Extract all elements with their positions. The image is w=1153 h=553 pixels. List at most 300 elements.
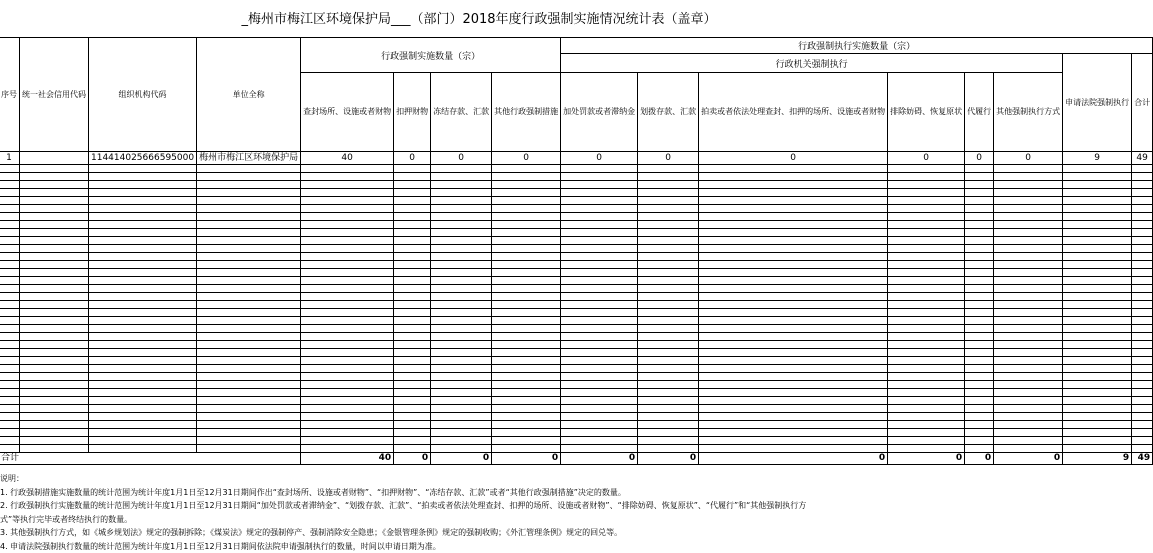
cell-credit-code: [20, 152, 89, 165]
empty-cell: [965, 181, 994, 189]
empty-cell: [197, 189, 301, 197]
empty-cell: [1063, 325, 1132, 333]
empty-cell: [965, 245, 994, 253]
empty-cell: [0, 253, 20, 261]
header-measure-seal: 查封场所、设施或者财物: [301, 73, 394, 152]
header-measure-other: 其他行政强制措施: [492, 73, 561, 152]
note-line: 2. 行政强制执行实施数量的统计范围为统计年度1月1日至12月31日期间“加处罚款或者滞纳金”、“划拨存款、汇款”、“拍卖或者依法处理查封、扣押的场所、设施或者财物”、“排除妨碍、恢复原状”、“代履行”和“其他强制执行方: [0, 499, 958, 513]
total-value: 40: [301, 453, 394, 465]
empty-cell: [638, 165, 699, 173]
empty-cell: [699, 445, 888, 453]
empty-cell: [1063, 229, 1132, 237]
empty-cell: [1132, 245, 1153, 253]
empty-cell: [20, 341, 89, 349]
empty-cell: [561, 293, 638, 301]
empty-cell: [197, 197, 301, 205]
empty-cell: [301, 421, 394, 429]
empty-cell: [20, 229, 89, 237]
empty-cell: [394, 261, 431, 269]
empty-cell: [638, 181, 699, 189]
empty-cell: [561, 229, 638, 237]
empty-cell: [20, 237, 89, 245]
empty-cell: [301, 357, 394, 365]
empty-cell: [492, 197, 561, 205]
empty-cell: [1132, 421, 1153, 429]
empty-cell: [561, 173, 638, 181]
empty-cell: [1063, 381, 1132, 389]
empty-row: [0, 285, 1153, 293]
empty-cell: [301, 173, 394, 181]
empty-cell: [561, 357, 638, 365]
empty-cell: [197, 381, 301, 389]
header-total: 合计: [1132, 54, 1153, 152]
empty-cell: [965, 269, 994, 277]
empty-cell: [888, 229, 965, 237]
empty-cell: [888, 365, 965, 373]
empty-cell: [197, 349, 301, 357]
empty-cell: [394, 445, 431, 453]
total-value: 9: [1063, 453, 1132, 465]
empty-cell: [561, 221, 638, 229]
empty-cell: [492, 229, 561, 237]
empty-cell: [1132, 269, 1153, 277]
empty-row: [0, 245, 1153, 253]
empty-cell: [20, 317, 89, 325]
empty-cell: [699, 429, 888, 437]
empty-cell: [20, 445, 89, 453]
total-value: 0: [994, 453, 1063, 465]
empty-cell: [0, 429, 20, 437]
empty-cell: [1132, 277, 1153, 285]
empty-cell: [301, 261, 394, 269]
empty-cell: [0, 165, 20, 173]
empty-cell: [888, 237, 965, 245]
empty-cell: [994, 229, 1063, 237]
empty-cell: [1132, 349, 1153, 357]
empty-cell: [0, 277, 20, 285]
empty-cell: [20, 197, 89, 205]
empty-cell: [197, 357, 301, 365]
empty-cell: [492, 317, 561, 325]
empty-cell: [561, 373, 638, 381]
empty-cell: [1063, 405, 1132, 413]
empty-cell: [1132, 333, 1153, 341]
empty-cell: [89, 421, 197, 429]
empty-cell: [638, 277, 699, 285]
empty-cell: [888, 165, 965, 173]
empty-cell: [561, 181, 638, 189]
empty-cell: [699, 365, 888, 373]
empty-cell: [965, 205, 994, 213]
empty-cell: [638, 285, 699, 293]
empty-cell: [431, 261, 492, 269]
note-line: 1. 行政强制措施实施数量的统计范围为统计年度1月1日至12月31日期间作出“查封场所、设施或者财物”、“扣押财物”、“冻结存款、汇款”或者“其他行政强制措施”决定的数量。: [0, 486, 958, 500]
empty-cell: [1132, 389, 1153, 397]
empty-cell: [197, 325, 301, 333]
empty-cell: [1063, 205, 1132, 213]
empty-row: [0, 261, 1153, 269]
empty-cell: [638, 173, 699, 181]
empty-cell: [638, 389, 699, 397]
empty-cell: [1132, 301, 1153, 309]
empty-cell: [394, 213, 431, 221]
empty-cell: [89, 445, 197, 453]
empty-cell: [301, 277, 394, 285]
empty-cell: [638, 333, 699, 341]
empty-cell: [0, 317, 20, 325]
empty-cell: [431, 381, 492, 389]
empty-cell: [492, 373, 561, 381]
empty-cell: [994, 349, 1063, 357]
empty-cell: [965, 333, 994, 341]
empty-cell: [1063, 301, 1132, 309]
notes-heading: 说明：: [0, 472, 958, 486]
empty-row: [0, 301, 1153, 309]
empty-cell: [394, 413, 431, 421]
empty-cell: [89, 261, 197, 269]
empty-cell: [394, 421, 431, 429]
empty-row: [0, 317, 1153, 325]
empty-cell: [1063, 261, 1132, 269]
empty-cell: [197, 253, 301, 261]
empty-cell: [0, 301, 20, 309]
empty-cell: [431, 437, 492, 445]
empty-cell: [1063, 421, 1132, 429]
empty-cell: [0, 237, 20, 245]
empty-cell: [492, 349, 561, 357]
empty-cell: [492, 389, 561, 397]
cell-unit-name: 梅州市梅江区环境保护局: [197, 152, 301, 165]
empty-cell: [888, 261, 965, 269]
empty-cell: [394, 253, 431, 261]
empty-cell: [1063, 221, 1132, 229]
empty-cell: [89, 349, 197, 357]
empty-cell: [492, 253, 561, 261]
empty-cell: [561, 309, 638, 317]
empty-cell: [197, 173, 301, 181]
empty-cell: [561, 389, 638, 397]
empty-row: [0, 389, 1153, 397]
empty-cell: [994, 237, 1063, 245]
empty-cell: [197, 165, 301, 173]
empty-cell: [0, 325, 20, 333]
empty-cell: [561, 429, 638, 437]
empty-cell: [1063, 213, 1132, 221]
empty-cell: [20, 277, 89, 285]
empty-cell: [20, 325, 89, 333]
empty-cell: [431, 173, 492, 181]
empty-cell: [89, 245, 197, 253]
empty-cell: [301, 269, 394, 277]
empty-cell: [89, 293, 197, 301]
empty-cell: [301, 333, 394, 341]
empty-cell: [394, 237, 431, 245]
empty-cell: [965, 293, 994, 301]
empty-cell: [20, 349, 89, 357]
empty-cell: [994, 189, 1063, 197]
empty-cell: [492, 213, 561, 221]
empty-cell: [197, 277, 301, 285]
empty-cell: [699, 309, 888, 317]
empty-cell: [197, 365, 301, 373]
empty-cell: [965, 357, 994, 365]
empty-cell: [431, 253, 492, 261]
empty-cell: [301, 237, 394, 245]
cell-org-code: 114414025666595000: [89, 152, 197, 165]
empty-cell: [638, 309, 699, 317]
empty-row: [0, 325, 1153, 333]
empty-cell: [699, 245, 888, 253]
empty-cell: [994, 245, 1063, 253]
empty-cell: [1132, 173, 1153, 181]
cell-value: 49: [1132, 152, 1153, 165]
cell-value: 0: [994, 152, 1063, 165]
empty-cell: [638, 357, 699, 365]
empty-cell: [561, 245, 638, 253]
empty-cell: [888, 357, 965, 365]
empty-cell: [699, 197, 888, 205]
empty-cell: [699, 325, 888, 333]
empty-cell: [1132, 293, 1153, 301]
empty-cell: [965, 445, 994, 453]
empty-cell: [89, 189, 197, 197]
empty-cell: [888, 429, 965, 437]
empty-cell: [699, 373, 888, 381]
empty-cell: [1132, 237, 1153, 245]
empty-cell: [561, 205, 638, 213]
empty-cell: [301, 445, 394, 453]
empty-row: [0, 341, 1153, 349]
empty-cell: [431, 357, 492, 365]
empty-cell: [1132, 405, 1153, 413]
empty-row: [0, 277, 1153, 285]
empty-cell: [20, 269, 89, 277]
empty-cell: [301, 293, 394, 301]
header-exec-fine: 加处罚款或者滞纳金: [561, 73, 638, 152]
cell-seq: 1: [0, 152, 20, 165]
empty-cell: [197, 181, 301, 189]
empty-cell: [699, 437, 888, 445]
empty-cell: [888, 341, 965, 349]
empty-cell: [394, 349, 431, 357]
empty-cell: [197, 301, 301, 309]
empty-cell: [994, 333, 1063, 341]
empty-cell: [89, 413, 197, 421]
empty-cell: [561, 381, 638, 389]
empty-cell: [431, 285, 492, 293]
empty-cell: [20, 389, 89, 397]
empty-cell: [699, 341, 888, 349]
empty-cell: [1063, 413, 1132, 421]
empty-cell: [492, 429, 561, 437]
empty-cell: [561, 261, 638, 269]
empty-cell: [492, 285, 561, 293]
empty-cell: [638, 205, 699, 213]
empty-cell: [492, 341, 561, 349]
empty-row: [0, 357, 1153, 365]
empty-cell: [197, 317, 301, 325]
empty-cell: [994, 261, 1063, 269]
empty-cell: [20, 213, 89, 221]
empty-cell: [431, 341, 492, 349]
empty-cell: [965, 349, 994, 357]
empty-row: [0, 181, 1153, 189]
cell-value: 0: [431, 152, 492, 165]
empty-cell: [301, 197, 394, 205]
empty-cell: [561, 405, 638, 413]
empty-row: [0, 237, 1153, 245]
empty-cell: [994, 173, 1063, 181]
total-value: 0: [638, 453, 699, 465]
empty-cell: [888, 269, 965, 277]
empty-cell: [699, 165, 888, 173]
empty-cell: [994, 397, 1063, 405]
empty-cell: [431, 389, 492, 397]
empty-cell: [965, 253, 994, 261]
empty-cell: [699, 181, 888, 189]
empty-cell: [638, 293, 699, 301]
empty-cell: [20, 333, 89, 341]
empty-cell: [0, 397, 20, 405]
empty-cell: [20, 173, 89, 181]
empty-cell: [1063, 285, 1132, 293]
empty-cell: [89, 341, 197, 349]
empty-cell: [431, 421, 492, 429]
empty-cell: [965, 421, 994, 429]
empty-cell: [1132, 429, 1153, 437]
total-value: 49: [1132, 453, 1153, 465]
empty-row: [0, 213, 1153, 221]
empty-cell: [197, 437, 301, 445]
empty-cell: [888, 405, 965, 413]
empty-cell: [1063, 173, 1132, 181]
empty-cell: [699, 389, 888, 397]
empty-cell: [888, 317, 965, 325]
empty-cell: [638, 397, 699, 405]
empty-cell: [699, 317, 888, 325]
empty-cell: [699, 357, 888, 365]
note-line: 3. 其他强制执行方式，如《城乡规划法》规定的强制拆除；《煤炭法》规定的强制停产、强制消除安全隐患；《金银管理条例》规定的强制收购；《外汇管理条例》规定的回兑等。: [0, 526, 958, 540]
empty-cell: [888, 397, 965, 405]
empty-cell: [699, 381, 888, 389]
empty-cell: [197, 221, 301, 229]
empty-cell: [89, 301, 197, 309]
total-value: 0: [699, 453, 888, 465]
empty-cell: [1132, 197, 1153, 205]
empty-cell: [888, 413, 965, 421]
empty-cell: [638, 381, 699, 389]
empty-cell: [1132, 205, 1153, 213]
empty-cell: [394, 325, 431, 333]
header-exec-restore: 排除妨碍、恢复原状: [888, 73, 965, 152]
empty-cell: [994, 421, 1063, 429]
empty-cell: [888, 325, 965, 333]
empty-row: [0, 437, 1153, 445]
empty-cell: [965, 405, 994, 413]
empty-cell: [638, 237, 699, 245]
empty-cell: [888, 333, 965, 341]
empty-cell: [1132, 253, 1153, 261]
empty-cell: [638, 245, 699, 253]
empty-cell: [492, 445, 561, 453]
empty-cell: [20, 221, 89, 229]
empty-cell: [965, 261, 994, 269]
empty-cell: [699, 213, 888, 221]
empty-row: [0, 445, 1153, 453]
empty-cell: [301, 229, 394, 237]
empty-cell: [492, 245, 561, 253]
empty-cell: [994, 309, 1063, 317]
empty-cell: [431, 237, 492, 245]
empty-cell: [394, 373, 431, 381]
empty-cell: [394, 165, 431, 173]
empty-cell: [197, 397, 301, 405]
empty-cell: [1132, 189, 1153, 197]
empty-cell: [0, 261, 20, 269]
empty-cell: [965, 373, 994, 381]
empty-row: [0, 229, 1153, 237]
empty-cell: [301, 309, 394, 317]
empty-cell: [1063, 341, 1132, 349]
empty-cell: [301, 205, 394, 213]
empty-cell: [888, 277, 965, 285]
empty-cell: [197, 205, 301, 213]
empty-cell: [888, 197, 965, 205]
empty-cell: [965, 429, 994, 437]
note-line: 4. 申请法院强制执行数量的统计范围为统计年度1月1日至12月31日期间依法院申请强制执行的数量，时间以申请日期为准。: [0, 540, 958, 553]
header-credit-code: 统一社会信用代码: [20, 38, 89, 152]
empty-cell: [301, 181, 394, 189]
empty-cell: [965, 165, 994, 173]
empty-cell: [1132, 341, 1153, 349]
cell-value: 0: [638, 152, 699, 165]
empty-cell: [431, 405, 492, 413]
empty-row: [0, 397, 1153, 405]
empty-cell: [394, 429, 431, 437]
empty-cell: [431, 365, 492, 373]
page-title: _梅州市梅江区环境保护局___（部门）2018年度行政强制实施情况统计表（盖章）: [0, 8, 958, 27]
empty-cell: [301, 389, 394, 397]
empty-cell: [89, 309, 197, 317]
empty-cell: [197, 421, 301, 429]
empty-cell: [197, 237, 301, 245]
empty-row: [0, 333, 1153, 341]
empty-cell: [638, 325, 699, 333]
empty-cell: [0, 189, 20, 197]
empty-cell: [20, 413, 89, 421]
empty-cell: [1063, 437, 1132, 445]
empty-cell: [197, 269, 301, 277]
empty-cell: [965, 341, 994, 349]
empty-cell: [197, 309, 301, 317]
empty-cell: [431, 165, 492, 173]
empty-cell: [965, 189, 994, 197]
empty-cell: [492, 293, 561, 301]
empty-cell: [492, 277, 561, 285]
cell-value: 0: [561, 152, 638, 165]
empty-cell: [492, 421, 561, 429]
empty-cell: [20, 357, 89, 365]
empty-cell: [394, 389, 431, 397]
empty-cell: [994, 269, 1063, 277]
empty-cell: [561, 277, 638, 285]
empty-cell: [699, 205, 888, 213]
empty-cell: [0, 213, 20, 221]
empty-cell: [994, 381, 1063, 389]
empty-cell: [394, 293, 431, 301]
empty-cell: [301, 221, 394, 229]
empty-cell: [301, 285, 394, 293]
